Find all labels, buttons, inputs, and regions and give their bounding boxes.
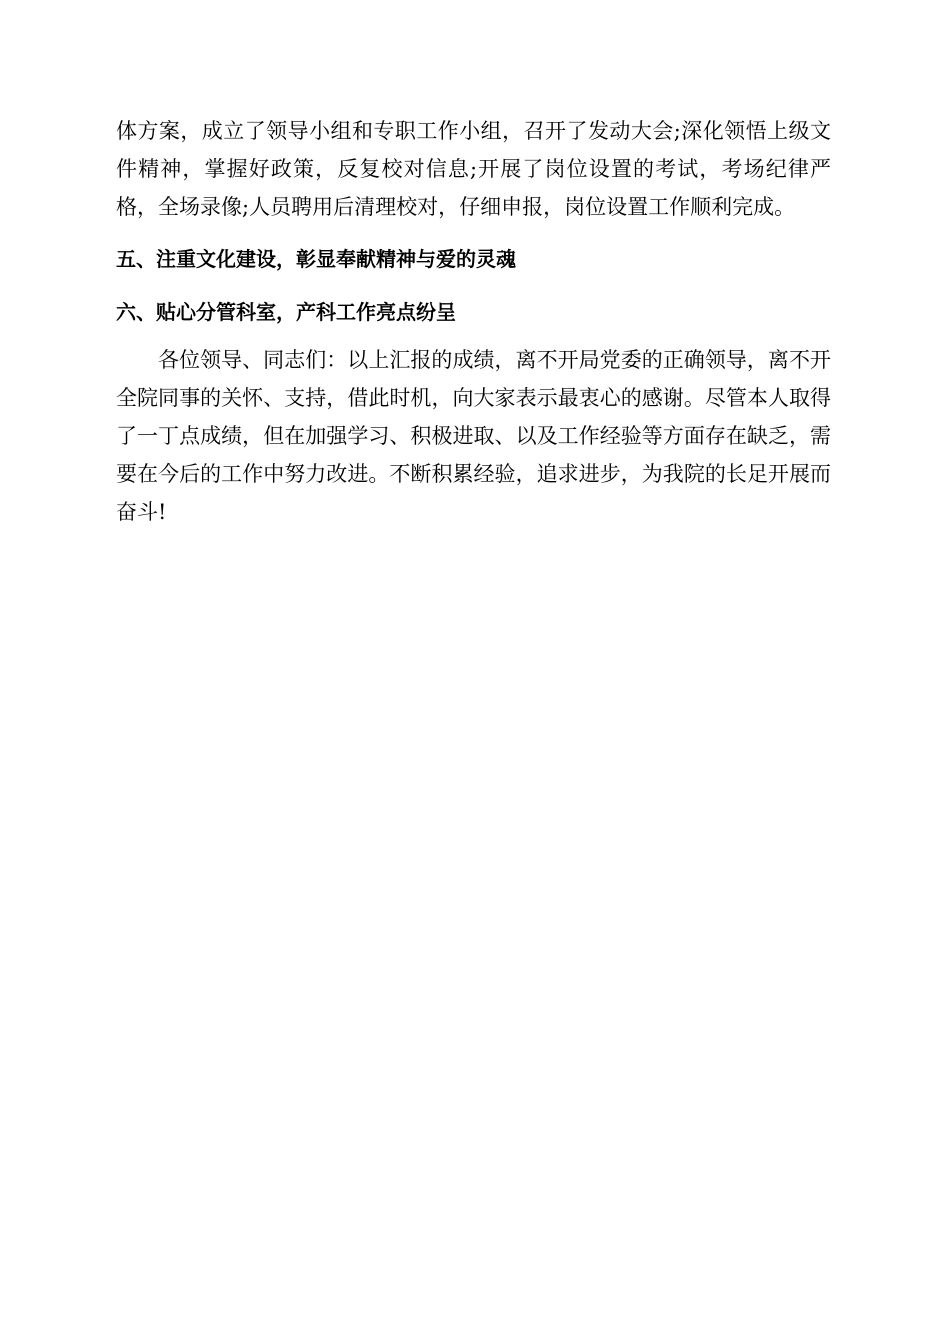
section-heading-five: 五、注重文化建设，彰显奉献精神与爱的灵魂 [116, 247, 516, 271]
document-body [116, 112, 831, 531]
spacer [116, 276, 831, 295]
closing-paragraph: 各位领导、同志们：以上汇报的成绩，离不开局党委的正确领导，离不开全院同事的关怀、支持，借此时机，向大家表示最衷心的感谢。尽管本人取得了一丁点成绩，但在加强学习、积极进取、以及工作经验等方面存在缺乏，需要在今后的工作中努力改进。不断积累经验，追求进步，为我院的长足开展而奋斗! [116, 348, 831, 524]
spacer [116, 226, 831, 242]
body-paragraph-continuation: 体方案，成立了领导小组和专职工作小组，召开了发动大会;深化领悟上级文件精神，掌握好政策，反复校对信息;开展了岗位设置的考试，考场纪律严格，全场录像;人员聘用后清理校对，仔细申报，岗位设置工作顺利完成。 [116, 119, 831, 219]
spacer [116, 329, 831, 341]
section-heading-six: 六、贴心分管科室，产科工作亮点纷呈 [116, 300, 456, 324]
